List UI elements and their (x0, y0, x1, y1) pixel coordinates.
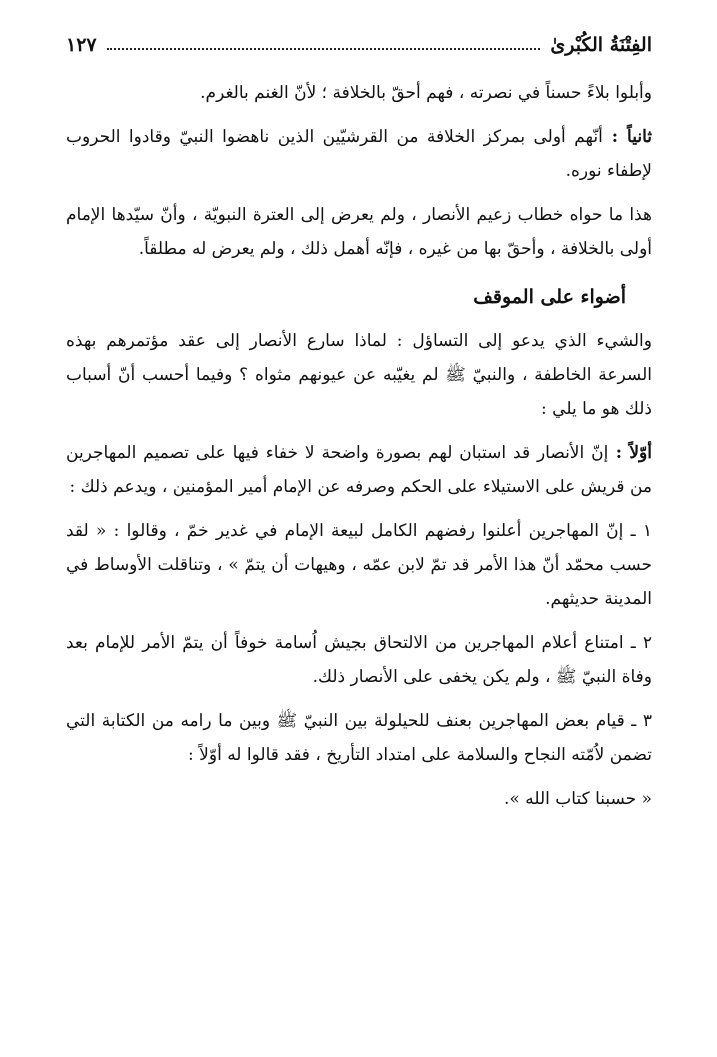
paragraph-continuation (66, 76, 652, 110)
paragraph-lead: أوّلاً : (608, 443, 652, 463)
dotted-leader (107, 48, 541, 50)
paragraph-text: والشيء الذي يدعو إلى التساؤل : لماذا سارع الأنصار إلى عقد مؤتمرهم بهذه السرعة الخاطفة ، والنبيّ ﷺ لم يغيّبه عن عيونهم مثواه ؟ وفيما أحسب أنّ أسباب ذلك هو ما يلي : (66, 331, 652, 419)
body-text (66, 76, 652, 816)
running-header-title: الفِتْنَةُ الكُبْرىٰ (550, 34, 652, 56)
paragraph-text: وأبلوا بلاءً حسناً في نصرته ، فهم أحقّ بالخلافة ؛ لأنّ الغنم بالغرم. (200, 83, 652, 103)
paragraph-lead: ثانياً : (602, 127, 652, 147)
paragraph-text: أنّهم أولى بمركز الخلافة من القرشيّين الذين ناهضوا النبيّ وقادوا الحروب لإطفاء نوره. (66, 127, 652, 181)
list-item-text: ١ ـ إنّ المهاجرين أعلنوا رفضهم الكامل لبيعة الإمام في غدير خمّ ، وقالوا : « لقد حسب محمّد أنّ هذا الأمر قد تمّ لابن عمّه ، وهيهات أن يتمّ » ، وتناقلت الأوساط في المدينة حديثهم. (66, 521, 652, 609)
running-header (66, 28, 652, 62)
list-item-1 (66, 514, 652, 616)
paragraph-summary (66, 198, 652, 266)
list-item-text: ٢ ـ امتناع أعلام المهاجرين من الالتحاق بجيش اُسامة خوفاً أن يتمّ الأمر للإمام بعد وفاة النبيّ ﷺ ، ولم يكن يخفى على الأنصار ذلك. (66, 633, 652, 687)
paragraph-text: إنّ الأنصار قد استبان لهم بصورة واضحة لا خفاء فيها على تصميم المهاجرين من قريش على الاستيلاء على الحكم وصرفه عن الإمام أمير المؤمنين ، ويدعم ذلك : (66, 443, 652, 497)
closing-quote: « حسبنا كتاب الله ». (504, 789, 652, 809)
list-item-text: ٣ ـ قيام بعض المهاجرين بعنف للحيلولة بين النبيّ ﷺ وبين ما رامه من الكتابة التي تضمن لاُمّته النجاح والسلامة على امتداد التأريخ ، فقد قالوا له أوّلاً : (66, 711, 652, 765)
page-number: ١٢٧ (66, 34, 97, 56)
paragraph-text: هذا ما حواه خطاب زعيم الأنصار ، ولم يعرض إلى العترة النبويّة ، وأنّ سيّدها الإمام أولى بالخلافة ، وأحقّ بها من غيره ، فإنّه أهمل ذلك ، ولم يعرض له مطلقاً. (66, 205, 652, 259)
paragraph-secondly (66, 120, 652, 188)
book-page (66, 28, 652, 816)
list-item-3 (66, 704, 652, 772)
paragraph-firstly (66, 436, 652, 504)
section-heading: أضواء على الموقف (473, 286, 626, 308)
list-item-2 (66, 626, 652, 694)
paragraph-question (66, 324, 652, 426)
